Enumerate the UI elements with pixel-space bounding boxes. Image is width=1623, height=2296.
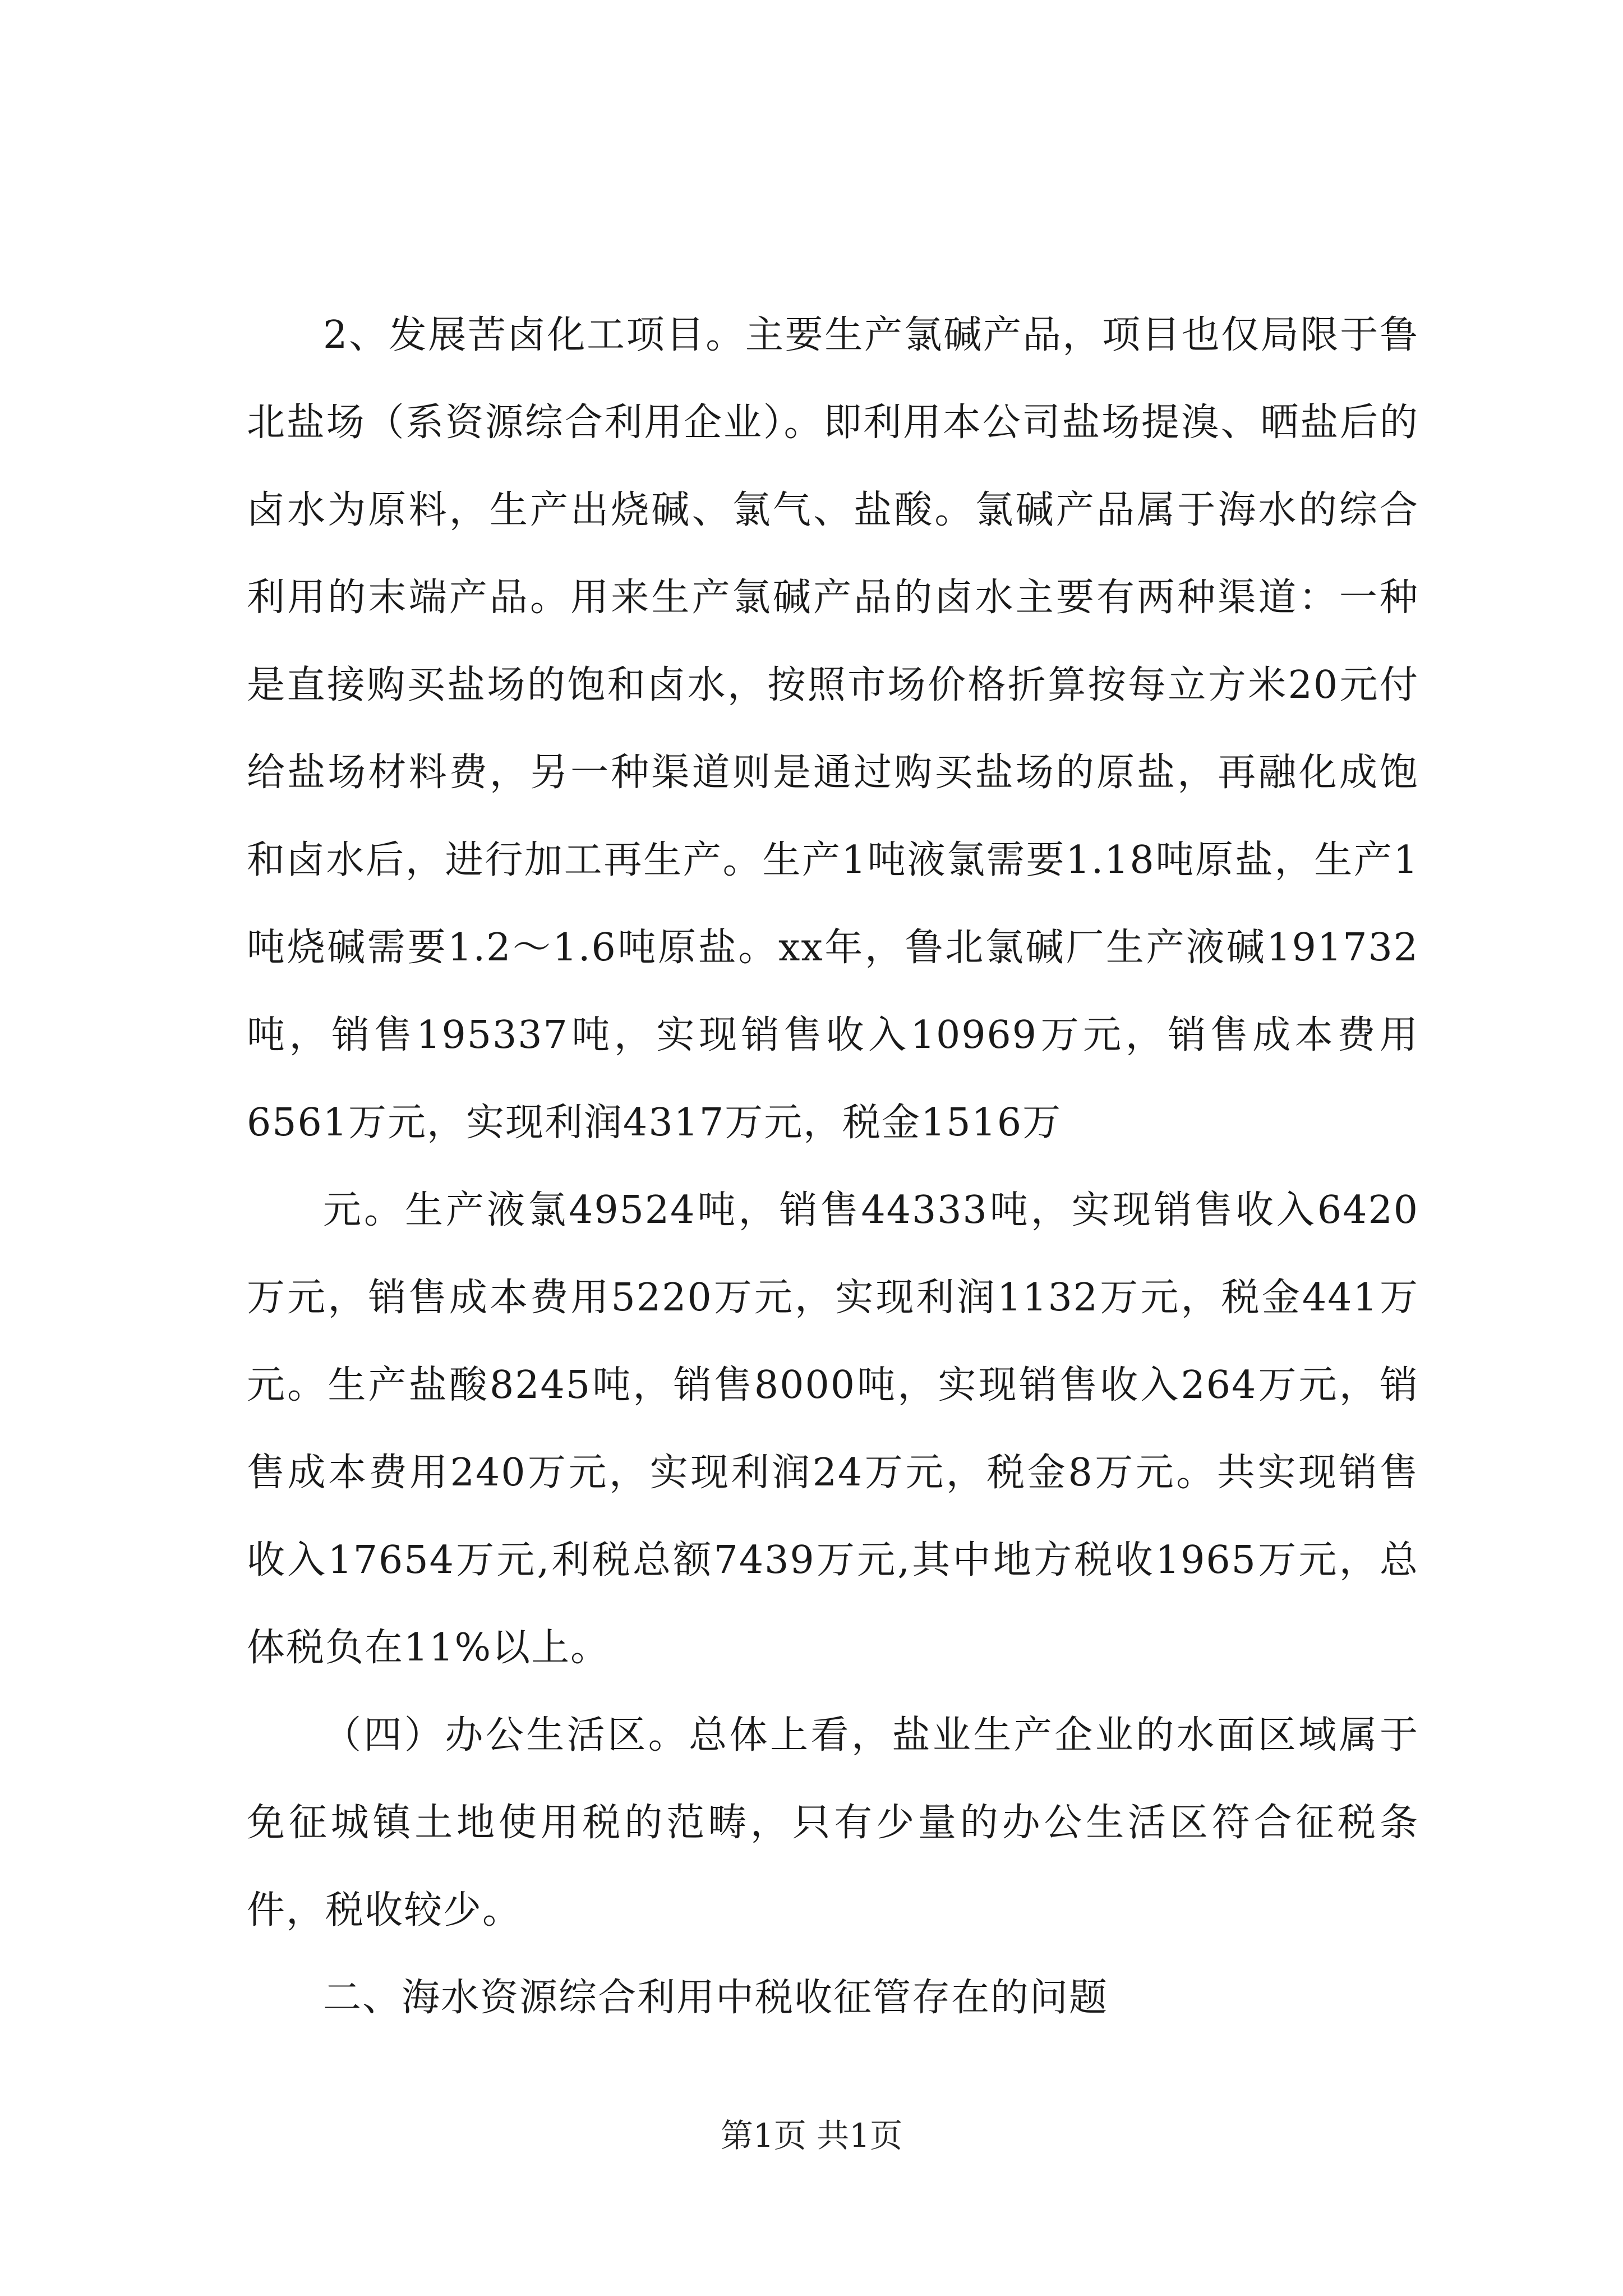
page-footer [0,2109,1623,2156]
paragraph-chlorine-production: 元。生产液氯49524吨，销售44333吨，实现销售收入6420万元，销售成本费用5220万元，实现利润1132万元，税金441万元。生产盐酸8245吨，销售8000吨，实现销售收入264万元，销售成本费用240万元，实现利润24万元，税金8万元。共实现销售收入17654万元,利税总额7439万元,其中地方税收1965万元，总体税负在11%以上。 [247,1188,1419,1670]
page-number: 第1页 共1页 [720,2116,903,2155]
section-heading-tax-issues: 二、海水资源综合利用中税收征管存在的问题 [323,1976,1109,2020]
paragraph-office-area: （四）办公生活区。总体上看，盐业生产企业的水面区域属于免征城镇土地使用税的范畴，只有少量的办公生活区符合征税条件，税收较少。 [247,1713,1419,1932]
paragraph-brine-chemical-project: 2、发展苦卤化工项目。主要生产氯碱产品，项目也仅局限于鲁北盐场（系资源综合利用企业）。即利用本公司盐场提溴、晒盐后的卤水为原料，生产出烧碱、氯气、盐酸。氯碱产品属于海水的综合利用的末端产品。用来生产氯碱产品的卤水主要有两种渠道：一种是直接购买盐场的饱和卤水，按照市场价格折算按每立方米20元付给盐场材料费，另一种渠道则是通过购买盐场的原盐，再融化成饱和卤水后，进行加工再生产。生产1吨液氯需要1.18吨原盐，生产1吨烧碱需要1.2～1.6吨原盐。xx年，鲁北氯碱厂生产液碱191732吨，销售195337吨，实现销售收入10969万元，销售成本费用6561万元，实现利润4317万元，税金1516万 [247,313,1419,1145]
